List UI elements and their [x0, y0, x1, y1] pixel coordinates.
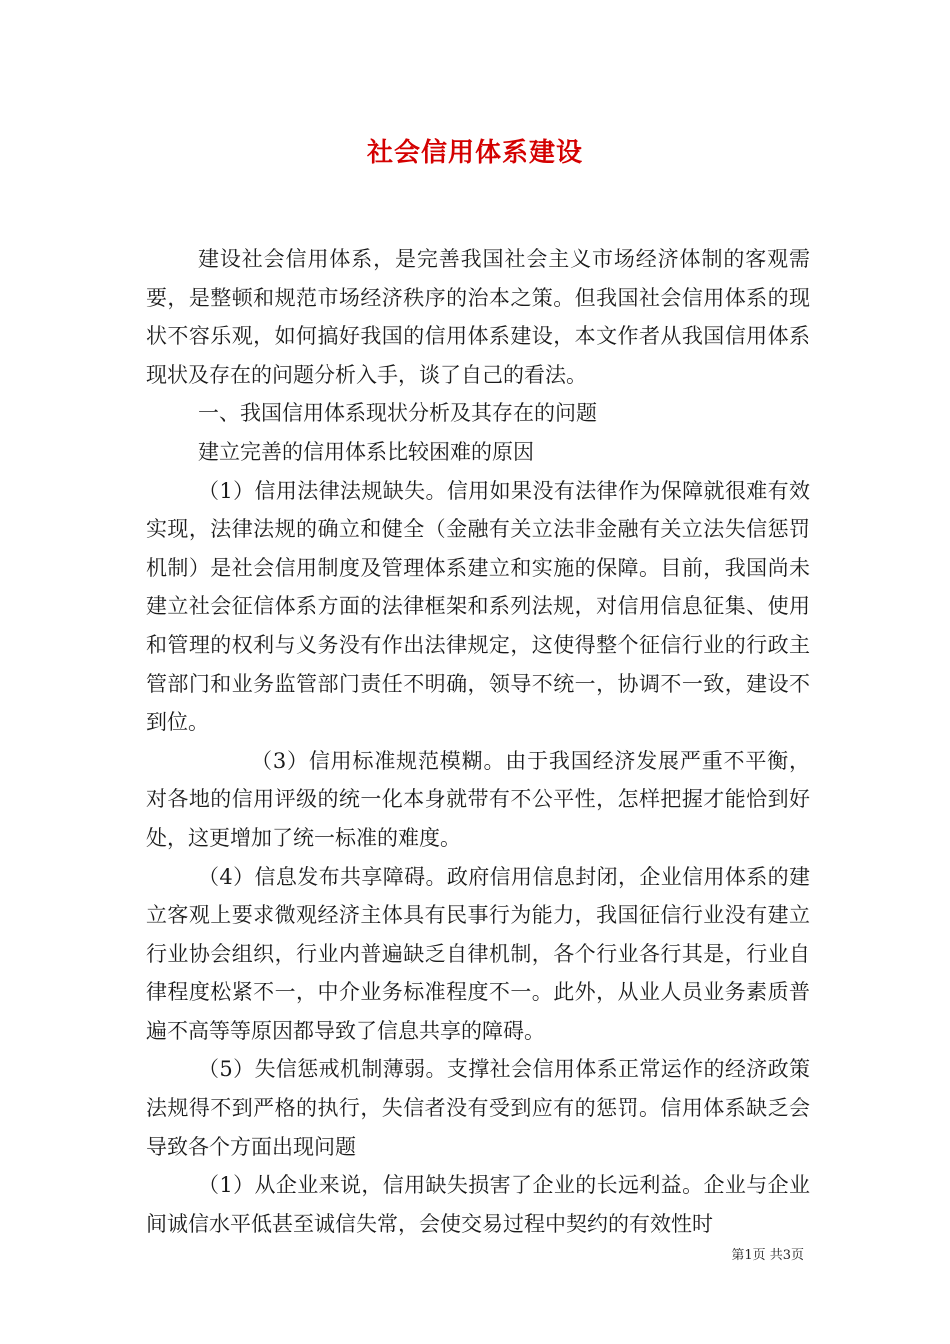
- paragraph-item-3: （3）信用标准规范模糊。由于我国经济发展严重不平衡，对各地的信用评级的统一化本身就带有不公平性，怎样把握才能恰到好处，这更增加了统一标准的难度。: [146, 748, 810, 850]
- paragraph-item-4: （4）信息发布共享障碍。政府信用信息封闭，企业信用体系的建立客观上要求微观经济主体具有民事行为能力，我国征信行业没有建立行业协会组织，行业内普遍缺乏自律机制，各个行业各行其是，行业自律程度松紧不一，中介业务标准程度不一。此外，从业人员业务素质普遍不高等等原因都导致了信息共享的障碍。: [146, 864, 810, 1043]
- section-heading: 一、我国信用体系现状分析及其存在的问题: [198, 401, 597, 426]
- subheading: 建立完善的信用体系比较困难的原因: [198, 439, 534, 464]
- paragraph-item-enterprise: （1）从企业来说，信用缺失损害了企业的长远利益。企业与企业间诚信水平低甚至诚信失常，会使交易过程中契约的有效性时: [146, 1173, 810, 1236]
- page-number: 第1页 共3页: [731, 1248, 804, 1263]
- document-title: 社会信用体系建设: [366, 138, 583, 168]
- paragraph-item-1: （1）信用法律法规缺失。信用如果没有法律作为保障就很难有效实现，法律法规的确立和健全（金融有关立法非金融有关立法失信惩罚机制）是社会信用制度及管理体系建立和实施的保障。目前，我国尚未建立社会征信体系方面的法律框架和系列法规，对信用信息征集、使用和管理的权利与义务没有作出法律规定，这使得整个征信行业的行政主管部门和业务监管部门责任不明确，领导不统一，协调不一致，建设不到位。: [146, 478, 810, 735]
- paragraph-item-5: （5）失信惩戒机制薄弱。支撑社会信用体系正常运作的经济政策法规得不到严格的执行，失信者没有受到应有的惩罚。信用体系缺乏会导致各个方面出现问题: [146, 1057, 810, 1159]
- document-body: [146, 240, 810, 1243]
- paragraph-intro: 建设社会信用体系，是完善我国社会主义市场经济体制的客观需要，是整顿和规范市场经济秩序的治本之策。但我国社会信用体系的现状不容乐观，如何搞好我国的信用体系建设，本文作者从我国信用体系现状及存在的问题分析入手，谈了自己的看法。: [146, 247, 810, 387]
